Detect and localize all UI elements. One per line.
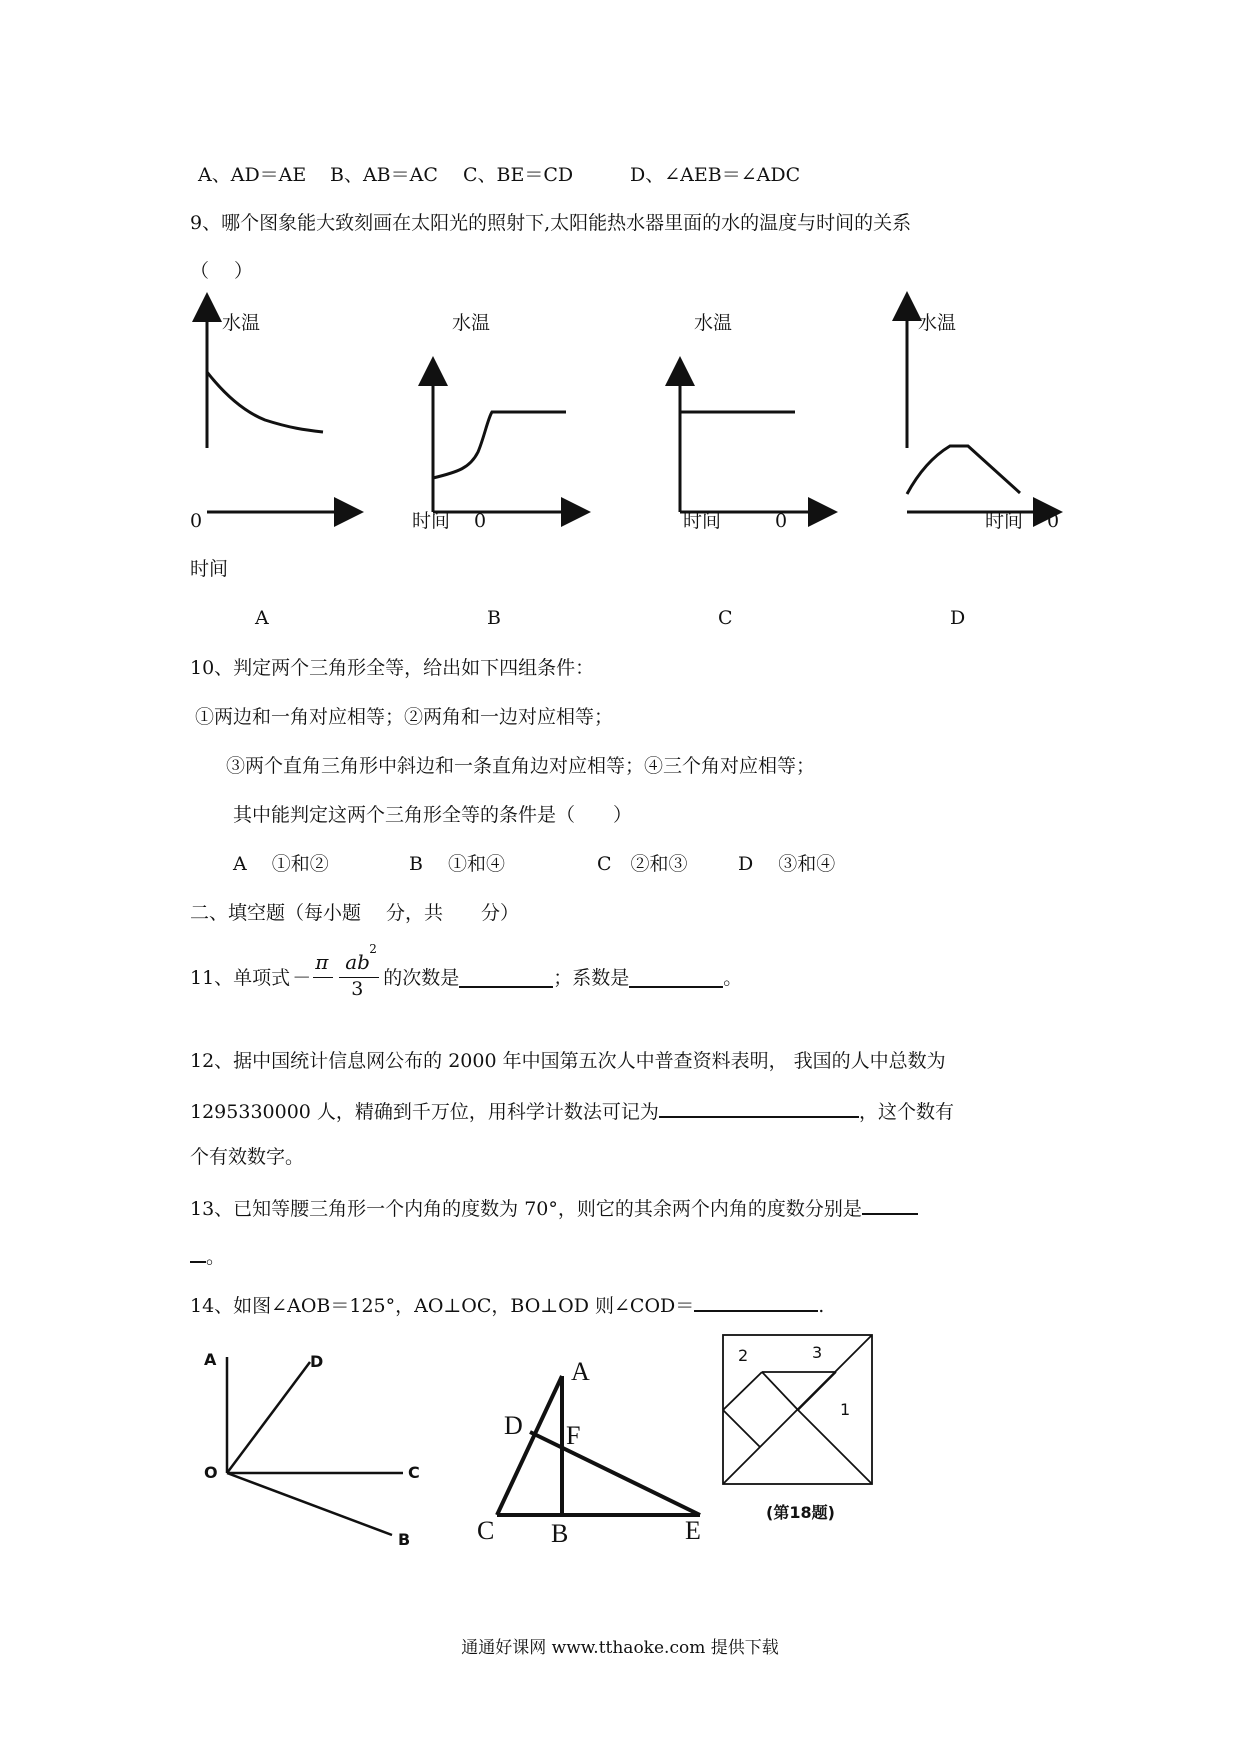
graph-b-ylabel: 水温 (452, 312, 491, 334)
graph-c-xlabel: 时间 (683, 510, 722, 532)
q11-denominator: 3 (351, 978, 364, 1000)
fig2-label-c: C (477, 1516, 495, 1545)
q9-question: 9、哪个图象能大致刻画在太阳光的照射下,太阳能热水器里面的水的温度与时间的关系 (190, 212, 912, 234)
fig2-label-e: E (685, 1516, 701, 1545)
q13-end: 。 (206, 1246, 226, 1268)
q10-conditions-12: ①两边和一角对应相等；②两角和一边对应相等； (195, 706, 614, 728)
q14-end: . (818, 1295, 825, 1317)
q12-line3: 个有效数字。 (190, 1146, 305, 1168)
q12-line2a: 1295330000 人，精确到千万位，用科学计数法可记为 (190, 1101, 659, 1123)
q11-mid: 的次数是 (383, 966, 460, 989)
q11-ab: ab (345, 950, 370, 974)
graph-a-ylabel: 水温 (222, 312, 261, 334)
fig1-label-a: A (204, 1350, 217, 1369)
q14-text: 14、如图∠AOB＝125°，AO⊥OC，BO⊥OD 则∠COD＝ (190, 1295, 695, 1317)
graph-c-origin: 0 (775, 510, 788, 532)
graph-d-ylabel: 水温 (918, 312, 957, 334)
fig1-label-o: O (204, 1463, 218, 1482)
q9-paren: （ ） (190, 260, 254, 282)
q13-text: 13、已知等腰三角形一个内角的度数为 70°，则它的其余两个内角的度数分别是 (190, 1198, 862, 1220)
q11-exponent: 2 (369, 942, 377, 956)
q11-prefix: 11、单项式 (190, 966, 291, 989)
choice-a: A (255, 607, 269, 629)
fig2-label-d: D (504, 1411, 523, 1440)
q8-option-a: A、AD＝AE (198, 164, 307, 186)
q12-line2b: ，这个数有 (858, 1101, 954, 1123)
fig2-label-a: A (571, 1357, 590, 1386)
graph-b-xlabel: 时间 (412, 510, 451, 532)
q12-line1: 12、据中国统计信息网公布的 2000 年中国第五次人中普查资料表明， 我国的人中总数为 (190, 1050, 946, 1072)
section-2-title: 二、填空题（每小题 分，共 分） (190, 902, 520, 924)
q8-option-c: C、BE＝CD (463, 164, 574, 186)
q10-conditions-34: ③两个直角三角形中斜边和一条直角边对应相等；④三个角对应相等； (226, 755, 816, 777)
fig1-label-c: C (408, 1463, 420, 1482)
footer: 通通好课网 www.tthaoke.com 提供下载 (461, 1638, 779, 1658)
q8-option-b: B、AB＝AC (330, 164, 438, 186)
fig3-caption: (第18题) (766, 1503, 835, 1522)
fig2-label-b: B (551, 1519, 569, 1548)
graph-d-xlabel: 时间 (985, 510, 1024, 532)
fig2-label-f: F (566, 1421, 581, 1450)
graph-a-origin: 0 (190, 510, 203, 532)
q11-mid2: ；系数是 (553, 966, 630, 989)
choice-c: C (718, 607, 733, 629)
fig1-label-d: D (310, 1352, 324, 1371)
choice-d: D (950, 607, 966, 629)
q10-option-d: D ③和④ (738, 853, 836, 875)
fig3-label-1: 1 (840, 1400, 851, 1419)
q11-pi: π (315, 950, 329, 974)
q10-question: 10、判定两个三角形全等，给出如下四组条件： (190, 657, 595, 679)
q10-option-a: A ①和② (233, 853, 329, 875)
graph-d-origin: 0 (1047, 510, 1060, 532)
q10-option-c: C ②和③ (597, 853, 688, 875)
fig3-label-3: 3 (812, 1343, 823, 1362)
fig3-label-2: 2 (738, 1346, 749, 1365)
graph-a-xlabel: 时间 (190, 558, 229, 580)
q11-minus: － (292, 966, 312, 989)
q10-ask: 其中能判定这两个三角形全等的条件是（ ） (233, 804, 633, 826)
fig1-label-b: B (398, 1530, 411, 1549)
graph-c-ylabel: 水温 (694, 312, 733, 334)
graph-b-origin: 0 (474, 510, 487, 532)
choice-b: B (487, 607, 501, 629)
q8-option-d: D、∠AEB＝∠ADC (630, 164, 801, 186)
q11-end: 。 (723, 966, 743, 989)
q10-option-b: B ①和④ (409, 853, 506, 875)
